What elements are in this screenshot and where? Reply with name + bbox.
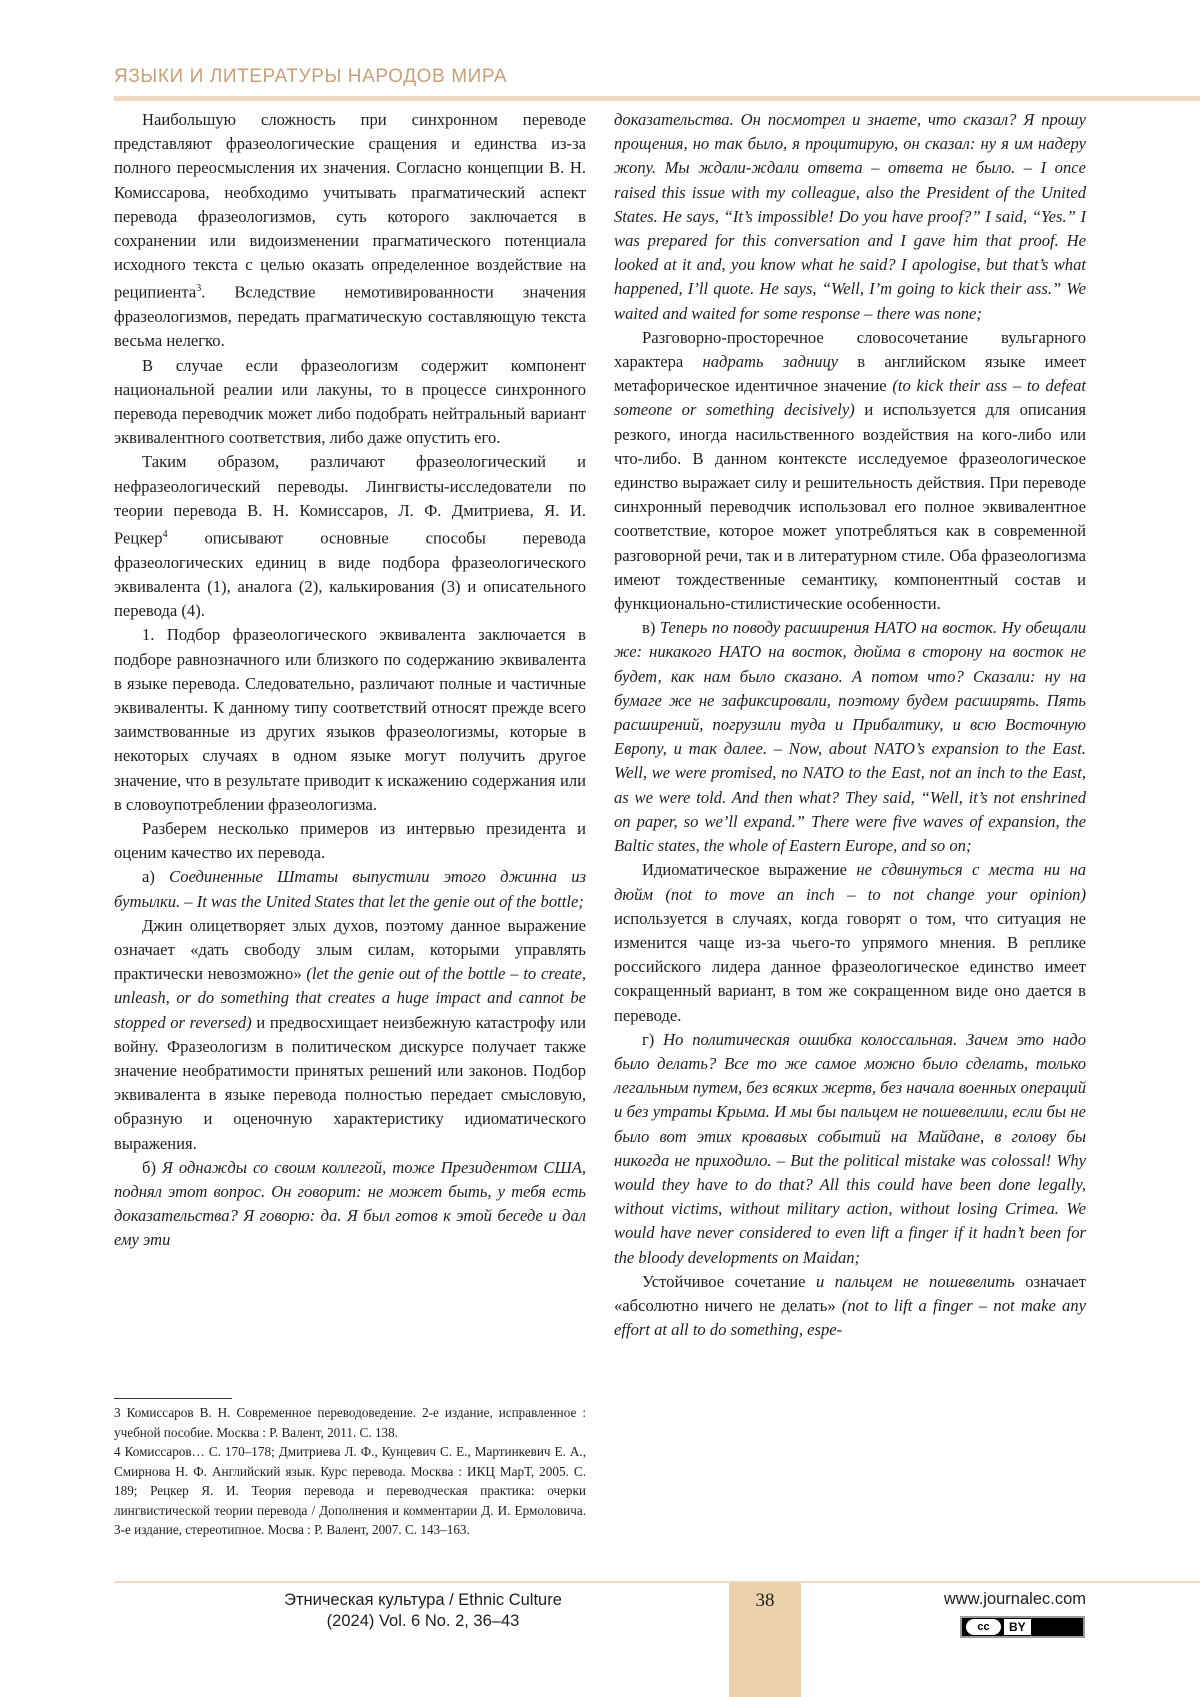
- footnote-ref[interactable]: 4: [162, 528, 168, 540]
- paragraph: Разговорно-просторечное словосочетание вульгарного характера надрать задницу в английском языке имеет метафорическое идентичное значение (to kick their ass – to defeat someone or something decisively) и используется для описания резкого, иногда насильственного воздействия на кого-либо или что-либо. В данном контексте исследуемое фразеологическое единство выражает силу и решительность действия. При переводе синхронный переводчик использовал его полное эквивалентное соответствие, которое может употребляться как в современной разговорной речи, так и в литературном стиле. Оба фразеологизма имеют тождественные семантику, компонентный состав и функционально-стилистические особенности.: [614, 327, 1086, 614]
- paragraph: В случае если фразеологизм содержит компонент национальной реалии или лакуны, то в процессе синхронного перевода переводчик может либо подобрать нейтральный вариант эквивалентного соответствия, либо даже опустить его.: [114, 355, 586, 448]
- footnote-rule: [114, 1398, 232, 1399]
- footnote-ref[interactable]: 3: [196, 283, 202, 295]
- right-column: [614, 108, 1086, 1342]
- by-icon: BY: [1004, 1619, 1031, 1635]
- paragraph: Идиоматическое выражение не сдвинуться с места ни на дюйм (not to move an inch – to not change your opinion) используется в случаях, когда говорят о том, что ситуация не изменится чаще из-за чьего-то упрямого мнения. В реплике российского лидера данное фразеологическое единство имеет сокращенный вариант, в том же сокращенном виде оно дается в переводе.: [614, 860, 1086, 1025]
- paragraph: Разберем несколько примеров из интервью президента и оценим качество их перевода.: [114, 818, 586, 863]
- example-b-continued: доказательства. Он посмотрел и знаете, что сказал? Я прошу прощения, но так было, я процитирую, он сказал: ну я им надеру жопу. Мы ждали-ждали ответа – ответа не было. – I once raised this issue with my colleague, also the President of the United States. He says, “It’s impossible! Do you have proof?” I said, “Yes.” I was prepared for this conversation and I gave him that proof. He looked at it and, you know what he said? I apologise, but that’s what happened, I’ll quote. He says, “Well, I’m going to kick their ass.” We waited and waited for some response – there was none;: [614, 110, 1086, 323]
- running-header: ЯЗЫКИ И ЛИТЕРАТУРЫ НАРОДОВ МИРА: [114, 66, 508, 87]
- paragraph: 1. Подбор фразеологического эквивалента заключается в подборе равнозначного или близкого по содержанию эквивалента в языке перевода. Следовательно, различают полные и частичные эквиваленты. К данному типу соответствий относят прежде всего заимствованные из других языков фразеологизмы, которые в некоторых случаях в одном языке могут получить другое значение, что в результате приводит к искажению содержания или в словоупотреблении фразеологизма.: [114, 625, 586, 814]
- footnote-3: 3 Комиссаров В. Н. Современное переводоведение. 2-е издание, исправленное : учебной пособие. Москва : Р. Валент, 2011. С. 138.: [114, 1405, 586, 1440]
- footnotes: [114, 1403, 586, 1540]
- cc-by-license-icon[interactable]: [960, 1616, 1085, 1638]
- example-b: б) Я однажды со своим коллегой, тоже Президентом США, поднял этот вопрос. Он говорит: не может быть, у тебя есть доказательства? Я говорю: да. Я был готов к этой беседе и дал ему эти: [114, 1157, 586, 1250]
- example-a: а) Соединенные Штаты выпустили этого джинна из бутылки. – It was the United States that let the genie out of the bottle;: [114, 867, 586, 911]
- footnote-4: 4 Комиссаров… С. 170–178; Дмитриева Л. Ф., Кунцевич С. Е., Мартинкевич Е. А., Смирнова Н. Ф. Английский язык. Курс перевода. Москва : ИКЦ МарТ, 2005. С. 189; Рецкер Я. И. Теория перевода и переводческая практика: очерки лингвистической теории перевода / Дополнения и комментарии Д. И. Ермоловича. 3-е издание, стереотипное. Мосва : Р. Валент, 2007. С. 143–163.: [114, 1444, 586, 1537]
- paragraph: Устойчивое сочетание и пальцем не пошевелить означает «абсолютно ничего не делать» (not to lift a finger – not make any effort at all to do something, espe-: [614, 1271, 1086, 1340]
- paragraph: Наибольшую сложность при синхронном переводе представляют фразеологические сращения и единства из-за полного переосмысления их значения. Согласно концепции В. Н. Комиссарова, необходимо учитывать прагматический аспект перевода фразеологизмов, суть которого заключается в сохранении или видоизменении прагматического потенциала исходного текста с целью оказать определенное воздействие на реципиента$^3$. Вследствие немотивированности значения фразеологизмов, передать прагматическую составляющую текста весьма нелегко.: [114, 110, 586, 351]
- paragraph: Таким образом, различают фразеологический и нефразеологический переводы. Лингвисты-исследователи по теории перевода В. Н. Комиссаров, Л. Ф. Дмитриева, Я. И. Рецкер$^4$ описывают основные способы перевода фразеологических единиц в виде подбора фразеологического эквивалента (1), аналога (2), калькирования (3) и описательного перевода (4).: [114, 452, 586, 621]
- journal-citation: Этническая культура / Ethnic Culture (2024) Vol. 6 No. 2, 36–43: [284, 1591, 562, 1630]
- header-rule: [114, 96, 1200, 101]
- page-number: 38: [755, 1590, 775, 1611]
- example-v: в) Теперь по поводу расширения НАТО на восток. Ну обещали же: никакого НАТО на восток, дюйма в сторону на восток не будет, как нам было сказано. А потом что? Сказали: ну на бумаге же не зафиксировали, поэтому будем расширять. Пять расширений, погрузили туда и Прибалтику, и всю Восточную Европу, и так далее. – Now, about NATO’s expansion to the East. Well, we were promised, no NATO to the East, not an inch to the East, as we were told. And then what? They said, “Well, it’s not enshrined on paper, so we’ll expand.” There were five waves of expansion, the Baltic states, the whole of Eastern Europe, and so on;: [614, 618, 1087, 856]
- journal-url-link[interactable]: www.journalec.com: [943, 1590, 1086, 1608]
- example-g: г) Но политическая ошибка колоссальная. Зачем это надо было делать? Все то же самое можно было сделать, только легальным путем, без всяких жертв, без начала военных операций и без утраты Крыма. И мы бы пальцем не пошевелили, если бы не было вот этих кровавых событий на Майдане, в голову бы никогда не приходило. – But the political mistake was colossal! Why would they have to do that? All this could have been done legally, without victims, without military action, without losing Crimea. We would have never considered to even lift a finger if it hadn’t been for the bloody developments on Maidan;: [614, 1029, 1086, 1267]
- paragraph: Джин олицетворяет злых духов, поэтому данное выражение означает «дать свободу злым силам, которыми управлять практически невозможно» (let the genie out of the bottle – to create, unleash, or do something that creates a huge impact and cannot be stopped or reversed) и предвосхищает неизбежную катастрофу или войну. Фразеологизм в политическом дискурсе получает также значение необратимости принятых решений или законов. Подбор эквивалента в языке перевода полностью передает смысловую, образную и оценочную характеристику идиоматического выражения.: [114, 915, 586, 1153]
- footer-rule: [114, 1581, 1200, 1583]
- left-column: [114, 108, 586, 1253]
- cc-icon: cc: [966, 1619, 1001, 1635]
